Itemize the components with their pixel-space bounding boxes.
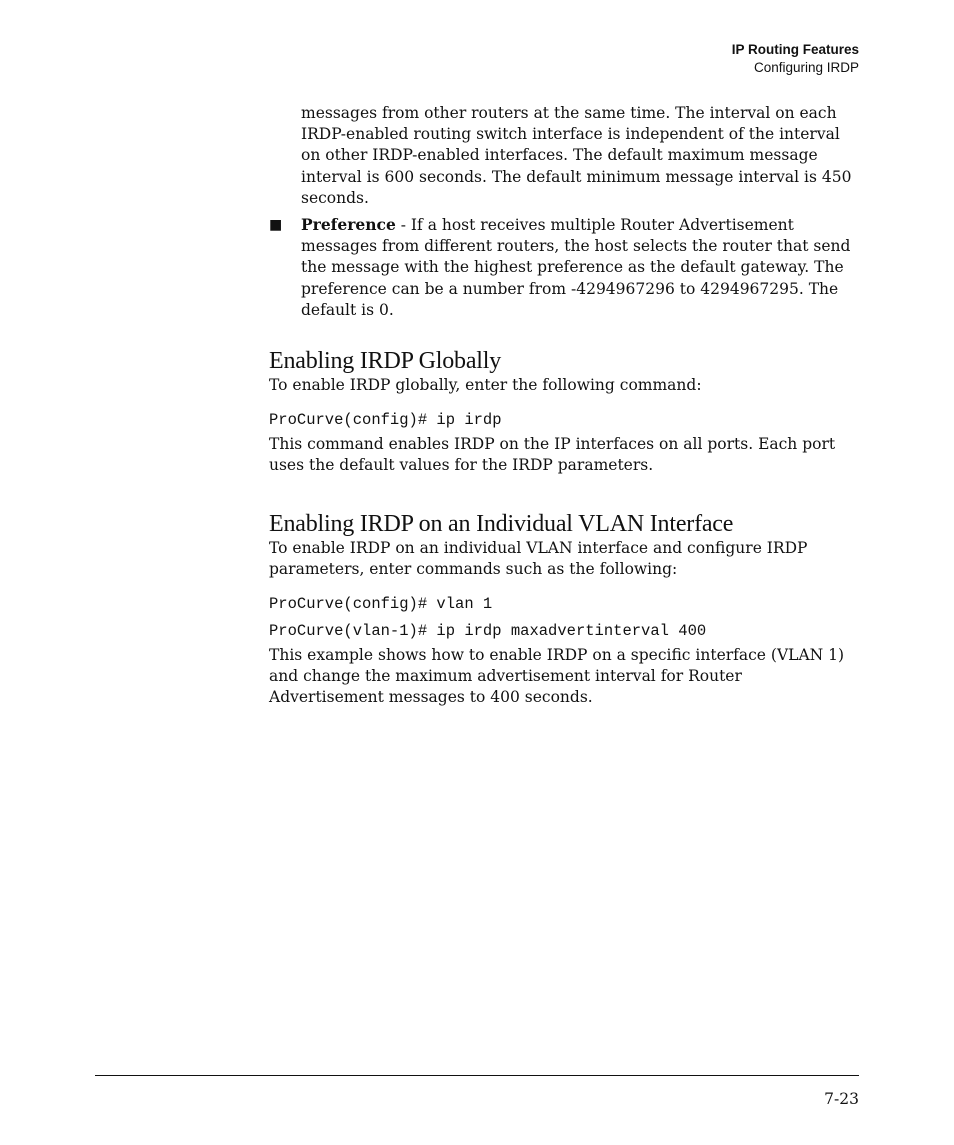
bullet-text (301, 214, 859, 321)
code-line: ProCurve(config)# ip irdp (269, 411, 502, 430)
footer-divider (95, 1075, 859, 1076)
global-intro-text: To enable IRDP globally, enter the following command: (269, 376, 702, 395)
vlan-code-block (269, 591, 859, 645)
code-line: ProCurve(config)# vlan 1 (269, 595, 493, 614)
bullet-item-preference (269, 214, 859, 321)
global-code-block (269, 407, 859, 434)
page-number: 7-23 (824, 1090, 859, 1108)
header-section-title: Configuring IRDP (753, 60, 859, 75)
bullet-description: - If a host receives multiple Router Advertisement messages from different routers, the host selects the router that send the message with the highest preference as the default gateway. The preference can be a number from -4294967296 to 4294967295. The default is 0. (301, 216, 851, 319)
heading-enabling-irdp-globally: Enabling IRDP Globally (269, 348, 502, 375)
page-body (269, 103, 859, 709)
page-header (732, 41, 859, 77)
header-chapter-title: IP Routing Features (731, 42, 859, 57)
code-line: ProCurve(vlan-1)# ip irdp maxadvertinterval 400 (269, 622, 707, 641)
heading-enabling-irdp-vlan: Enabling IRDP on an Individual VLAN Interface (269, 510, 734, 537)
bullet-term: Preference (301, 215, 396, 235)
square-bullet-icon: ■ (269, 217, 283, 234)
vlan-description-text: This example shows how to enable IRDP on a specific interface (VLAN 1) and change the maximum advertisement interval for Router Advertisement messages to 400 seconds. (269, 646, 845, 707)
continued-paragraph: messages from other routers at the same time. The interval on each IRDP-enabled routing switch interface is independent of the interval on other IRDP-enabled interfaces. The default maximum message interval is 600 seconds. The default minimum message interval is 450 seconds. (301, 104, 852, 207)
global-description-text: This command enables IRDP on the IP interfaces on all ports. Each port uses the default values for the IRDP parameters. (269, 435, 836, 475)
vlan-intro-text: To enable IRDP on an individual VLAN interface and configure IRDP parameters, enter commands such as the following: (269, 538, 808, 578)
